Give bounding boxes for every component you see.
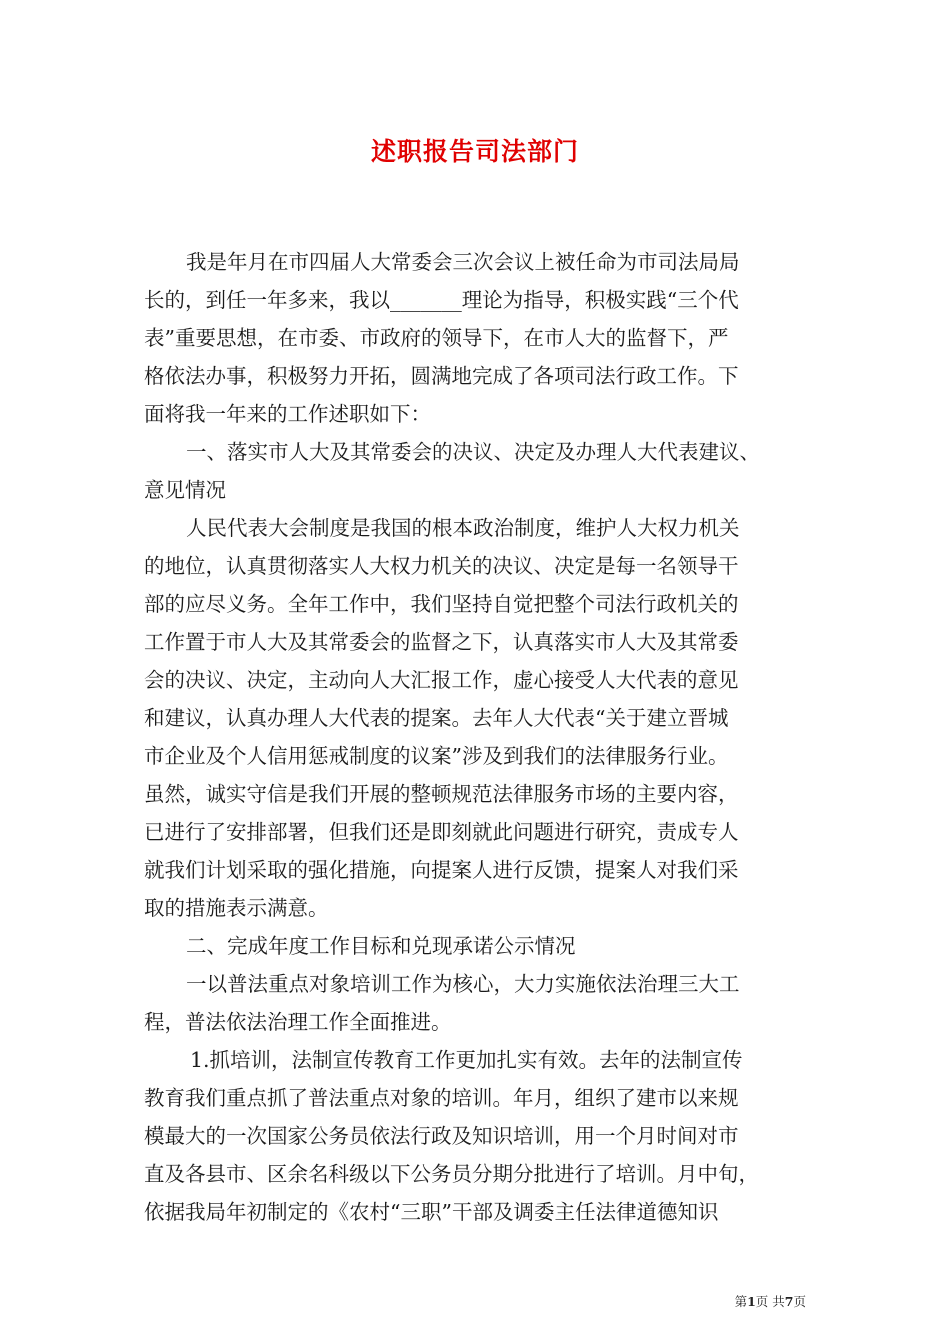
paragraph-line: 表”重要思想，在市委、市政府的领导下，在市人大的监督下，严	[144, 326, 729, 350]
document-body	[144, 243, 808, 1231]
paragraph-line: 虽然，诚实守信是我们开展的整顿规范法律服务市场的主要内容，	[144, 782, 739, 806]
paragraph-line: 已进行了安排部署，但我们还是即刻就此问题进行研究，责成专人	[144, 820, 739, 844]
paragraph-line: 依据我局年初制定的《农村“三职”干部及调委主任法律道德知识	[144, 1200, 719, 1224]
paragraph-line: 1.抓培训，法制宣传教育工作更加扎实有效。去年的法制宣传	[190, 1048, 743, 1072]
paragraph-line: 程，普法依法治理工作全面推进。	[144, 1010, 452, 1034]
paragraph-line: 部的应尽义务。全年工作中，我们坚持自觉把整个司法行政机关的	[144, 592, 739, 616]
footer-suffix: 页	[793, 1294, 806, 1309]
paragraph-line: 工作置于市人大及其常委会的监督之下，认真落实市人大及其常委	[144, 630, 739, 654]
footer-total-pages: 7	[784, 1294, 794, 1309]
page-footer	[735, 1292, 806, 1310]
paragraph-line: 教育我们重点抓了普法重点对象的培训。年月，组织了建市以来规	[144, 1086, 739, 1110]
paragraph-line: 面将我一年来的工作述职如下：	[144, 402, 431, 426]
section-heading-line: 二、完成年度工作目标和兑现承诺公示情况	[186, 934, 576, 958]
paragraph-line: 格依法办事，积极努力开拓，圆满地完成了各项司法行政工作。下	[144, 364, 739, 388]
footer-prefix: 第	[734, 1294, 748, 1309]
footer-page-number: 1	[747, 1294, 756, 1309]
paragraph-line: 就我们计划采取的强化措施，向提案人进行反馈，提案人对我们采	[144, 858, 739, 882]
paragraph-line: 模最大的一次国家公务员依法行政及知识培训，用一个月时间对市	[144, 1124, 739, 1148]
paragraph-line: 一以普法重点对象培训工作为核心，大力实施依法治理三大工	[186, 972, 740, 996]
paragraph-line: 和建议，认真办理人大代表的提案。去年人大代表“关于建立晋城	[144, 706, 729, 730]
section-heading-line: 一、落实市人大及其常委会的决议、决定及办理人大代表建议、	[186, 440, 760, 464]
paragraph-line: 人民代表大会制度是我国的根本政治制度，维护人大权力机关	[186, 516, 740, 540]
paragraph-line: 的地位，认真贯彻落实人大权力机关的决议、决定是每一名领导干	[144, 554, 739, 578]
document-title: 述职报告司法部门	[370, 137, 579, 166]
section-heading-line: 意见情况	[144, 478, 226, 502]
paragraph-line: 长的，到任一年多来，我以_______理论为指导，积极实践“三个代	[144, 288, 739, 312]
paragraph-line: 会的决议、决定，主动向人大汇报工作，虚心接受人大代表的意见	[144, 668, 739, 692]
paragraph-line: 直及各县市、区余名科级以下公务员分期分批进行了培训。月中旬，	[144, 1162, 759, 1186]
footer-middle: 页 共	[755, 1294, 785, 1309]
paragraph-line: 我是年月在市四届人大常委会三次会议上被任命为市司法局局	[186, 250, 740, 274]
paragraph-line: 取的措施表示满意。	[144, 896, 329, 920]
paragraph-line: 市企业及个人信用惩戒制度的议案”涉及到我们的法律服务行业。	[144, 744, 729, 768]
